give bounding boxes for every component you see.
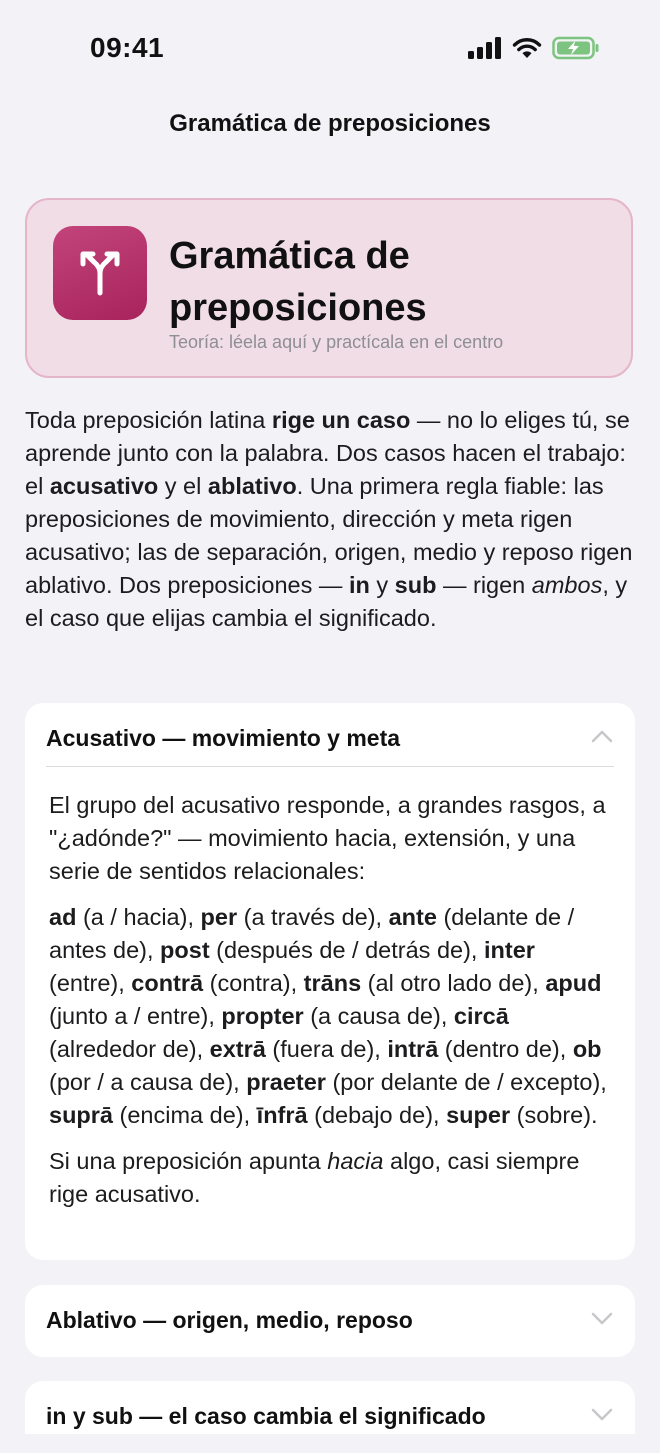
intro-text: y el	[158, 473, 208, 499]
intro-text: — no lo eliges tú, se aprende junto con la palabra. Dos casos hacen el trabajo: el	[25, 407, 630, 499]
intro-text: Toda preposición latina	[25, 407, 272, 433]
preposition-word: ob	[572, 1036, 602, 1062]
section-title: Ablativo — origen, medio, reposo	[46, 1307, 413, 1333]
chevron-down-icon	[591, 1311, 613, 1325]
section-intro-text: El grupo del acusativo responde, a grandes rasgos, a "¿adónde?" — movimiento hacia, extensión, y una serie de sentidos relacionales:	[49, 792, 606, 884]
preposition-meaning: (a través de),	[237, 904, 389, 930]
intro-bold: in	[348, 572, 370, 598]
rule-text: Si una preposición apunta	[49, 1148, 328, 1174]
status-time: 09:41	[90, 32, 165, 63]
intro-text: y	[369, 572, 395, 598]
preposition-meaning: (debajo de),	[307, 1102, 447, 1128]
section-title: Acusativo — movimiento y meta	[46, 725, 401, 751]
preposition-word: ad	[49, 904, 77, 930]
chevron-up-icon	[591, 729, 613, 743]
preposition-word: trāns	[303, 970, 362, 996]
nav-title: Gramática de preposiciones	[169, 110, 491, 137]
preposition-word: per	[200, 904, 238, 930]
preposition-word: contrā	[131, 970, 204, 996]
preposition-word: īnfrā	[256, 1102, 308, 1128]
preposition-meaning: (encima de),	[113, 1102, 257, 1128]
preposition-meaning: (por delante de / excepto),	[325, 1069, 607, 1095]
intro-text: — rigen	[436, 572, 532, 598]
rule-text: algo, casi siempre rige acusativo.	[49, 1148, 580, 1207]
preposition-meaning: (después de / detrás de),	[209, 937, 484, 963]
intro-text: , y el caso que elijas cambia el significado.	[25, 572, 628, 631]
preposition-meaning: (fuera de),	[265, 1036, 388, 1062]
hero-title: Gramática de preposiciones	[169, 235, 427, 329]
preposition-word: super	[446, 1102, 511, 1128]
chevron-down-icon	[591, 1407, 613, 1421]
preposition-word: extrā	[209, 1036, 266, 1062]
preposition-word: suprā	[49, 1102, 113, 1128]
preposition-word: circā	[453, 1003, 509, 1029]
section-divider	[46, 766, 614, 767]
battery-charging-icon	[552, 36, 600, 60]
section-card-ablativo	[25, 1285, 635, 1357]
preposition-list	[49, 901, 609, 1132]
status-icons	[468, 36, 600, 60]
section-rule-text	[49, 1145, 609, 1211]
intro-bold: sub	[394, 572, 437, 598]
preposition-meaning: (al otro lado de),	[361, 970, 546, 996]
preposition-meaning: (entre),	[49, 970, 132, 996]
preposition-word: propter	[221, 1003, 304, 1029]
wifi-icon	[512, 37, 542, 59]
preposition-word: ante	[388, 904, 437, 930]
section-header-in-sub[interactable]	[25, 1381, 635, 1453]
section-header-acusativo[interactable]	[25, 703, 635, 775]
preposition-word: post	[160, 937, 210, 963]
preposition-meaning: (por / a causa de),	[49, 1069, 247, 1095]
section-card-acusativo	[25, 703, 635, 1260]
fork-arrows-icon	[53, 226, 147, 320]
preposition-meaning: (alrededor de),	[49, 1036, 210, 1062]
preposition-meaning: (sobre).	[510, 1102, 598, 1128]
intro-text: . Una primera regla fiable: las preposiciones de movimiento, dirección y meta rigen acusativo; las de separación, origen, medio y reposo rigen ablativo. Dos preposiciones —	[25, 473, 633, 598]
intro-bold: rige un caso	[271, 407, 411, 433]
intro-bold: acusativo	[49, 473, 159, 499]
intro-italic: ambos	[531, 572, 603, 598]
preposition-meaning: (a / hacia),	[76, 904, 201, 930]
status-bar	[0, 0, 660, 96]
section-card-in-sub	[25, 1381, 635, 1434]
preposition-meaning: (delante de / antes de),	[49, 904, 575, 963]
preposition-word: intrā	[387, 1036, 439, 1062]
preposition-meaning: (a causa de),	[303, 1003, 454, 1029]
section-title: in y sub — el caso cambia el significado	[46, 1403, 486, 1429]
preposition-meaning: (junto a / entre),	[49, 1003, 222, 1029]
section-header-ablativo[interactable]	[25, 1285, 635, 1357]
hero-subtitle: Teoría: léela aquí y practícala en el centro	[169, 332, 504, 352]
preposition-word: inter	[483, 937, 535, 963]
hero-card	[25, 198, 633, 378]
preposition-word: praeter	[246, 1069, 326, 1095]
cellular-signal-icon	[468, 37, 502, 59]
preposition-word: apud	[545, 970, 602, 996]
intro-bold: ablativo	[207, 473, 297, 499]
intro-paragraph	[25, 404, 637, 635]
section-body-acusativo	[49, 789, 609, 1224]
preposition-meaning: (dentro de),	[438, 1036, 573, 1062]
preposition-meaning: (contra),	[203, 970, 304, 996]
rule-italic: hacia	[327, 1148, 384, 1174]
